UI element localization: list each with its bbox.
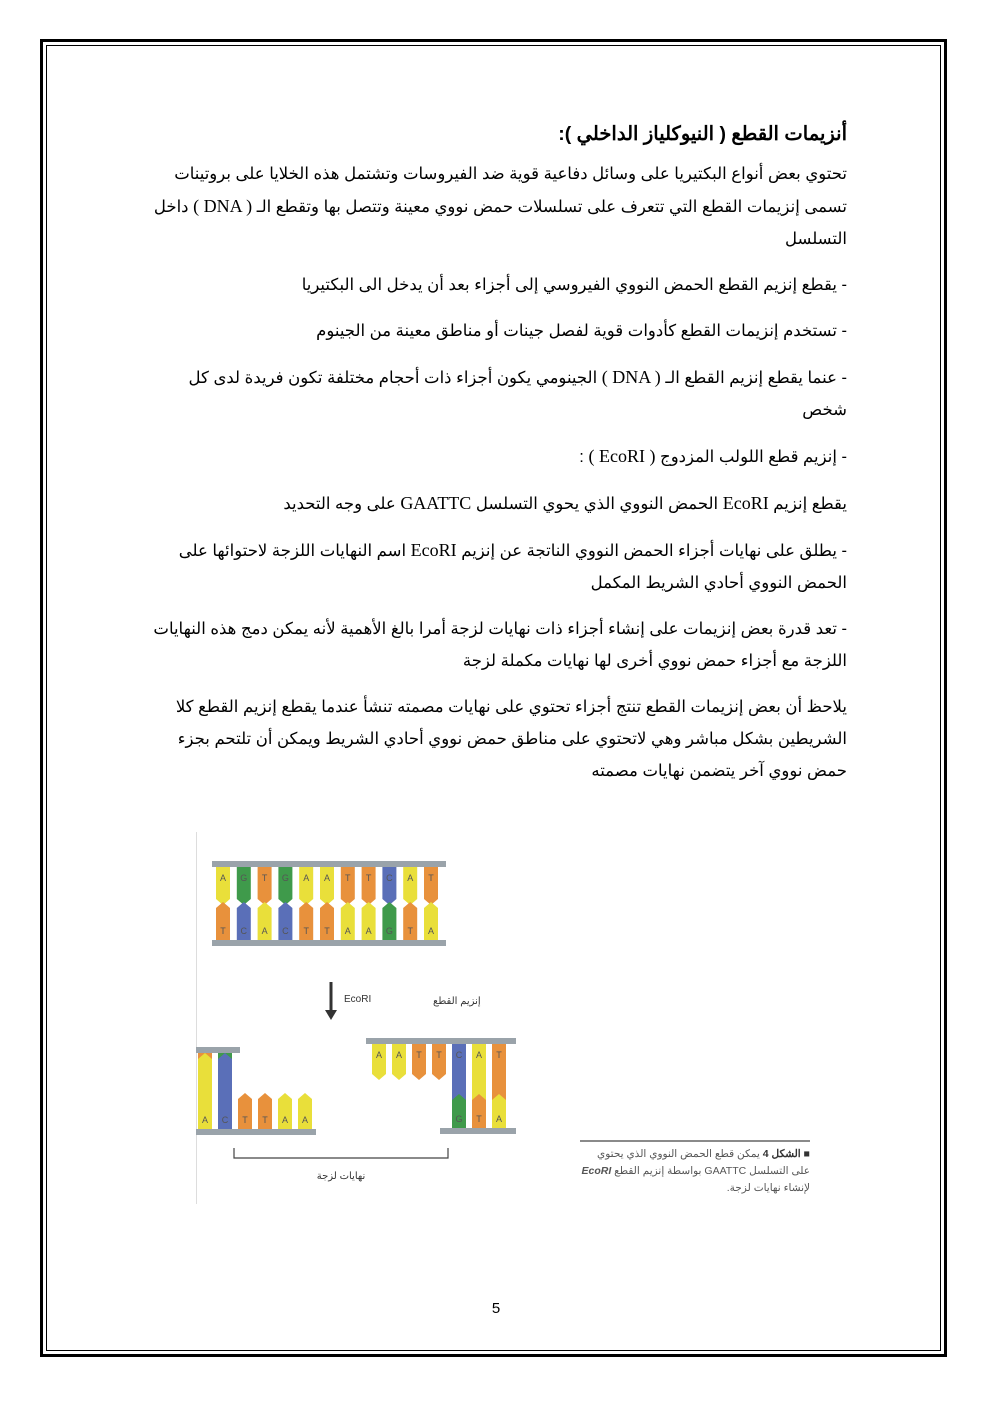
dna-backbone-bottom — [212, 940, 446, 946]
left-bottom-base-4 — [278, 1093, 292, 1129]
base-top-5 — [320, 867, 334, 905]
base-letter: T — [428, 873, 434, 883]
base-top-3 — [278, 867, 292, 905]
base-bottom-3 — [278, 902, 292, 940]
base-letter: A — [427, 926, 435, 936]
section-heading: أنزيمات القطع ( النيوكلياز الداخلي ): — [558, 123, 847, 145]
figure-caption: ■ الشكل 4 يمكن قطع الحمض النووي الذي يحتوي على التسلسل GAATTC بواسطة إنزيم القطع EcoRI لإنشاء نهايات لزجة. — [580, 1140, 810, 1197]
intact-base-pairs — [216, 867, 438, 940]
paragraph-intro: تحتوي بعض أنواع البكتيريا على وسائل دفاعية قوية ضد الفيروسات وتشتمل هذه الخلايا على بروتينات تسمى إنزيمات القطع التي تتعرف على تسلسلات حمض نووي معينة وتتصل بها وتقطع الـ ( DNA ) داخل التسلسل — [153, 165, 847, 248]
base-letter: A — [365, 926, 372, 936]
document-body — [150, 118, 847, 801]
base-letter: C — [282, 926, 289, 936]
base-letter: C — [386, 873, 393, 883]
right-top-base-0 — [372, 1044, 386, 1080]
base-letter: A — [395, 1050, 403, 1060]
base-letter: A — [407, 873, 414, 883]
paragraph-blunt-ends: يلاحظ أن بعض إنزيمات القطع تنتج أجزاء تحتوي على نهايات مصمته تنشأ عندما يقطع إنزيم القطع كلا الشريطين بشكل مباشر وهي لاتحتوي على مناطق حمض نووي أحادي الشريط ويمكن أن تلتحم بجزء حمض نووي آخر يتضمن نهايات مصمته — [175, 698, 847, 780]
base-top-2 — [258, 867, 272, 905]
arrow-down-icon — [325, 1010, 337, 1020]
base-top-8 — [382, 867, 396, 905]
base-letter: T — [324, 926, 330, 936]
base-top-4 — [299, 867, 313, 905]
base-letter: A — [323, 873, 331, 883]
base-bottom-6 — [341, 902, 355, 940]
right-bottom-base-2 — [492, 1094, 506, 1128]
base-letter: T — [242, 1115, 248, 1125]
left-fragment-backbone-top — [196, 1047, 240, 1053]
base-bottom-9 — [403, 902, 417, 940]
base-top-0 — [216, 867, 230, 905]
base-bottom-7 — [362, 902, 376, 940]
right-fragment-backbone-top — [366, 1038, 516, 1044]
base-letter: T — [303, 926, 309, 936]
base-letter: A — [495, 1114, 503, 1124]
base-letter: T — [220, 926, 226, 936]
base-letter: T — [365, 873, 372, 883]
base-letter: T — [261, 873, 268, 883]
right-fragment — [372, 1044, 506, 1128]
base-bottom-4 — [299, 902, 313, 940]
base-letter: A — [301, 1115, 309, 1125]
sticky-ends-bracket — [234, 1148, 448, 1158]
base-top-10 — [424, 867, 438, 905]
base-letter: A — [261, 926, 268, 936]
base-letter: G — [385, 926, 393, 936]
base-letter: T — [496, 1050, 502, 1060]
base-bottom-2 — [258, 902, 272, 940]
base-letter: C — [240, 926, 248, 936]
left-fragment-backbone-bottom — [196, 1129, 316, 1135]
base-bottom-1 — [237, 902, 251, 940]
left-bottom-base-2 — [238, 1093, 252, 1129]
bullet-ecori-heading: - إنزيم قطع اللولب المزدوج ( EcoRI ) : — [579, 446, 847, 466]
dna-diagram — [196, 832, 533, 1204]
base-letter: T — [436, 1050, 442, 1060]
left-bottom-base-5 — [298, 1093, 312, 1129]
base-top-1 — [237, 867, 251, 905]
base-letter: T — [262, 1115, 268, 1125]
base-bottom-0 — [216, 902, 230, 940]
right-top-base-1 — [392, 1044, 406, 1080]
base-top-7 — [362, 867, 376, 905]
base-letter: A — [219, 873, 227, 883]
base-letter: T — [345, 873, 351, 883]
base-letter: A — [475, 1050, 483, 1060]
right-bottom-base-0 — [452, 1094, 466, 1128]
base-letter: C — [455, 1050, 463, 1060]
base-top-6 — [341, 867, 355, 905]
left-bottom-base-0 — [198, 1053, 212, 1129]
sticky-ends-label: نهايات لزجة — [316, 1171, 366, 1182]
base-letter: G — [455, 1114, 463, 1124]
enzyme-label: إنزيم القطع — [433, 996, 481, 1007]
base-letter: A — [281, 1115, 289, 1125]
left-bottom-base-3 — [258, 1093, 272, 1129]
right-top-base-2 — [412, 1044, 426, 1080]
base-bottom-8 — [382, 902, 396, 940]
right-top-base-3 — [432, 1044, 446, 1080]
left-fragment — [198, 1053, 312, 1129]
left-bottom-base-1 — [218, 1053, 232, 1129]
base-letter: T — [407, 926, 413, 936]
base-letter: T — [476, 1114, 482, 1124]
bullet-importance: - تعد قدرة بعض إنزيمات على إنشاء أجزاء ذات نهايات لزجة أمرا بالغ الأهمية لأنه يمكن دمج هذه النهايات اللزجة مع أجزاء حمض نووي أخرى لها نهايات مكملة لزجة — [153, 620, 847, 670]
base-letter: G — [281, 873, 289, 883]
bullet-tools: - تستخدم إنزيمات القطع كأدوات قوية لفصل جينات أو مناطق معينة من الجينوم — [316, 322, 847, 340]
base-letter: A — [303, 873, 310, 883]
base-bottom-5 — [320, 902, 334, 940]
right-fragment-backbone-bottom — [440, 1128, 516, 1134]
base-letter: A — [344, 926, 351, 936]
base-letter: C — [221, 1115, 229, 1125]
base-bottom-10 — [424, 902, 438, 940]
bullet-sticky-ends: - يطلق على نهايات أجزاء الحمض النووي الناتجة عن إنزيم EcoRI اسم النهايات اللزجة لاحتوائها على الحمض النووي أحادي الشريط المكمل — [178, 540, 847, 592]
base-letter: G — [240, 873, 248, 883]
base-top-9 — [403, 867, 417, 905]
enzyme-name: EcoRI — [344, 994, 372, 1005]
bullet-viral-dna: - يقطع إنزيم القطع الحمض النووي الفيروسي إلى أجزاء بعد أن يدخل الى البكتيريا — [301, 276, 847, 294]
base-letter: T — [416, 1050, 422, 1060]
base-letter: A — [201, 1115, 209, 1125]
right-bottom-base-1 — [472, 1094, 486, 1128]
base-letter: A — [375, 1050, 383, 1060]
bullet-genomic-dna: - عنما يقطع إنزيم القطع الـ ( DNA ) الجينومي يكون أجزاء ذات أحجام مختلفة تكون فريدة لدى كل شخص — [188, 367, 847, 419]
paragraph-ecori: يقطع إنزيم EcoRI الحمض النووي الذي يحوي التسلسل GAATTC على وجه التحديد — [283, 493, 847, 513]
page-number: 5 — [491, 1300, 501, 1317]
dna-backbone-top — [212, 861, 446, 867]
